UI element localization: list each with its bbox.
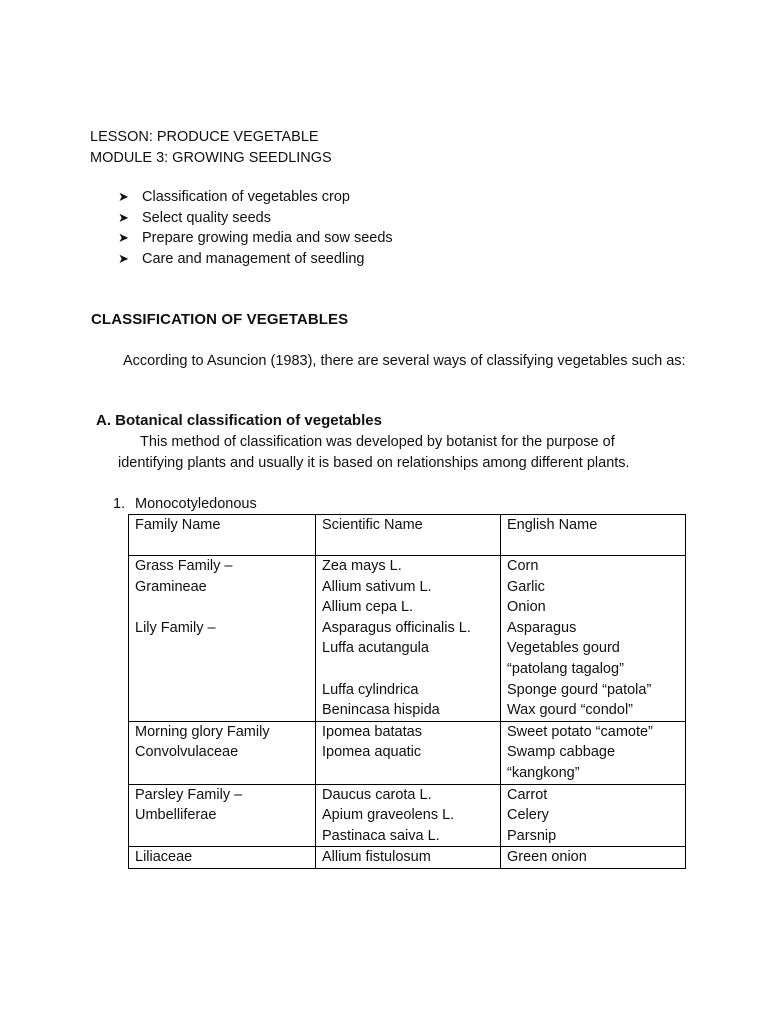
table-row bbox=[129, 847, 686, 869]
header-family-name: Family Name bbox=[129, 515, 316, 556]
lesson-title: LESSON: PRODUCE VEGETABLE bbox=[90, 129, 319, 145]
cell-line: Carrot bbox=[507, 786, 548, 803]
cell-line: Apium graveolens L. bbox=[322, 807, 455, 824]
english-cell bbox=[501, 721, 686, 784]
cell-line: Luffa acutangula bbox=[322, 640, 429, 657]
header-scientific-name: Scientific Name bbox=[316, 515, 501, 556]
cell-line: Garlic bbox=[507, 578, 545, 595]
family-cell bbox=[129, 721, 316, 784]
cell-line: Asparagus officinalis L. bbox=[322, 619, 471, 636]
cell-line: Daucus carota L. bbox=[322, 786, 432, 803]
arrowhead-bullet-icon: ➤ bbox=[118, 230, 129, 246]
cell-line: Parsley Family – bbox=[135, 786, 243, 803]
cell-line: Liliaceae bbox=[135, 849, 193, 866]
section-title: CLASSIFICATION OF VEGETABLES bbox=[91, 311, 349, 328]
arrowhead-bullet-icon: ➤ bbox=[118, 189, 129, 204]
family-cell bbox=[129, 784, 316, 847]
cell-line: Vegetables gourd bbox=[507, 640, 620, 657]
module-title: MODULE 3: GROWING SEEDLINGS bbox=[90, 149, 332, 166]
cell-line: Swamp cabbage bbox=[507, 744, 616, 761]
cell-line: Onion bbox=[507, 599, 546, 616]
cell-line: Zea mays L. bbox=[322, 558, 402, 574]
cell-line bbox=[135, 826, 309, 847]
item-number: 1. bbox=[113, 496, 126, 512]
cell-line: Allium fistulosum bbox=[322, 849, 431, 866]
cell-line: Grass Family – bbox=[135, 558, 233, 574]
subsection-paragraph: This method of classification was developed by botanist for the purpose of identifying plants and usually it is based on relationships among different plants. bbox=[118, 434, 630, 471]
english-cell bbox=[501, 847, 686, 869]
scientific-cell bbox=[316, 556, 501, 722]
bullet-item: ➤ Select quality seeds bbox=[118, 208, 393, 229]
bullet-item: ➤ Prepare growing media and sow seeds bbox=[118, 228, 393, 249]
cell-line: Luffa cylindrica bbox=[322, 681, 419, 698]
cell-line: Lily Family – bbox=[135, 619, 216, 636]
cell-line bbox=[322, 763, 494, 784]
table-header-row bbox=[129, 515, 686, 556]
cell-line bbox=[322, 659, 494, 680]
vegetable-classification-table bbox=[128, 514, 686, 869]
english-cell bbox=[501, 556, 686, 722]
family-cell bbox=[129, 847, 316, 869]
subsection-title: A. Botanical classification of vegetables bbox=[96, 412, 382, 429]
scientific-cell bbox=[316, 721, 501, 784]
cell-line bbox=[135, 680, 309, 701]
cell-line: Benincasa hispida bbox=[322, 702, 440, 719]
cell-line: Ipomea aquatic bbox=[322, 744, 422, 761]
cell-line: Pastinaca saiva L. bbox=[322, 827, 440, 844]
cell-line: Green onion bbox=[507, 849, 587, 866]
cell-line bbox=[135, 763, 309, 784]
cell-line bbox=[135, 597, 309, 618]
cell-line: Sponge gourd “patola” bbox=[507, 681, 652, 698]
cell-line bbox=[135, 638, 309, 659]
cell-line: Allium cepa L. bbox=[322, 599, 414, 616]
cell-line: Morning glory Family bbox=[135, 723, 270, 740]
bullet-item: ➤ Classification of vegetables crop bbox=[118, 187, 393, 208]
topic-bullet-list bbox=[118, 187, 393, 269]
cell-line: Ipomea batatas bbox=[322, 723, 422, 740]
cell-line: Corn bbox=[507, 558, 539, 574]
scientific-cell bbox=[316, 847, 501, 869]
document-header bbox=[90, 127, 332, 168]
cell-line: “patolang tagalog” bbox=[507, 660, 624, 677]
arrowhead-bullet-icon: ➤ bbox=[118, 250, 129, 266]
cell-line: Umbelliferae bbox=[135, 807, 217, 824]
item-label: Monocotyledonous bbox=[135, 496, 257, 512]
cell-line: Asparagus bbox=[507, 619, 577, 636]
cell-line: “kangkong” bbox=[507, 764, 580, 781]
cell-line: Parsnip bbox=[507, 827, 557, 844]
table-row bbox=[129, 721, 686, 784]
header-english-name: English Name bbox=[501, 515, 686, 556]
cell-line: Wax gourd “condol” bbox=[507, 702, 633, 719]
arrowhead-bullet-icon: ➤ bbox=[118, 209, 129, 225]
english-cell bbox=[501, 784, 686, 847]
cell-line bbox=[135, 659, 309, 680]
table-row bbox=[129, 556, 686, 722]
cell-line: Gramineae bbox=[135, 578, 207, 595]
cell-line: Celery bbox=[507, 807, 549, 824]
cell-line bbox=[135, 700, 309, 721]
scientific-cell bbox=[316, 784, 501, 847]
bullet-item: ➤ Care and management of seedling bbox=[118, 249, 393, 270]
intro-paragraph: According to Asuncion (1983), there are several ways of classifying vegetables such as: bbox=[123, 353, 686, 369]
numbered-item bbox=[113, 494, 257, 515]
cell-line: Sweet potato “camote” bbox=[507, 723, 653, 740]
cell-line: Convolvulaceae bbox=[135, 744, 239, 761]
family-cell bbox=[129, 556, 316, 722]
table-row bbox=[129, 784, 686, 847]
cell-line: Allium sativum L. bbox=[322, 578, 432, 595]
